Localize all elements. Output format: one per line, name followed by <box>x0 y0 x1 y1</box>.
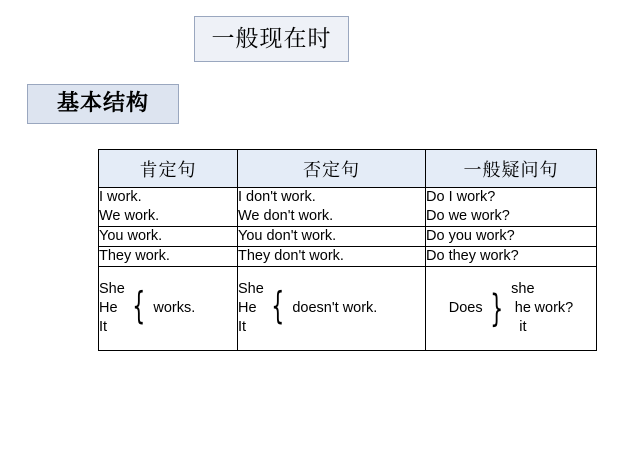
sentence-line: They don't work. <box>238 248 344 264</box>
title-box <box>194 16 349 62</box>
brace-icon: } <box>489 287 503 330</box>
subject-it: It <box>238 319 247 335</box>
subject-he: He <box>99 300 118 316</box>
brace-icon: } <box>271 287 285 330</box>
subject-stack <box>511 280 534 337</box>
grammar-table <box>98 149 597 351</box>
column-header-negative: 否定句 <box>238 150 426 188</box>
cell-negative <box>238 227 426 247</box>
subject-she: She <box>238 281 264 297</box>
cell-affirmative <box>99 247 238 267</box>
sentence-line: I work. <box>99 189 142 205</box>
subject-it: It <box>99 319 108 335</box>
subject-he: he <box>514 300 531 316</box>
cell-question <box>426 247 597 267</box>
cell-negative <box>238 267 426 351</box>
column-header-affirmative: 肯定句 <box>99 150 238 188</box>
table-header-row <box>99 150 597 188</box>
subtitle-box <box>27 84 179 124</box>
sentence-line: Do I work? <box>426 189 496 205</box>
subject-stack <box>238 280 264 337</box>
brace-group <box>238 280 425 337</box>
subject-stack <box>99 280 125 337</box>
page-title: 一般现在时 <box>211 25 332 52</box>
brace-icon: } <box>132 287 146 330</box>
subject-he: He <box>238 300 257 316</box>
question-prefix: Does <box>448 300 483 316</box>
sentence-line: I don't work. <box>238 189 316 205</box>
table-row <box>99 267 597 351</box>
verb-phrase: doesn't work. <box>292 300 378 316</box>
sentence-line: Do you work? <box>426 228 515 244</box>
table-row <box>99 247 597 267</box>
subject-she: She <box>99 281 125 297</box>
cell-affirmative <box>99 227 238 247</box>
sentence-line: We don't work. <box>238 208 334 224</box>
sentence-line: They work. <box>99 248 170 264</box>
sentence-line: You work. <box>99 228 163 244</box>
brace-group <box>99 280 237 337</box>
question-suffix: work? <box>534 300 574 316</box>
column-header-question: 一般疑问句 <box>426 150 597 188</box>
verb-phrase: works. <box>153 300 196 316</box>
sentence-line: Do we work? <box>426 208 510 224</box>
table-row <box>99 188 597 227</box>
cell-negative <box>238 247 426 267</box>
brace-group <box>426 280 596 337</box>
cell-affirmative <box>99 267 238 351</box>
subject-it: it <box>519 319 527 335</box>
sentence-line: We work. <box>99 208 160 224</box>
sentence-line: You don't work. <box>238 228 337 244</box>
section-heading: 基本结构 <box>56 91 149 116</box>
cell-negative <box>238 188 426 227</box>
table-row <box>99 227 597 247</box>
cell-question <box>426 267 597 351</box>
cell-question <box>426 188 597 227</box>
subject-she: she <box>511 281 535 297</box>
sentence-line: Do they work? <box>426 248 519 264</box>
cell-question <box>426 227 597 247</box>
cell-affirmative <box>99 188 238 227</box>
